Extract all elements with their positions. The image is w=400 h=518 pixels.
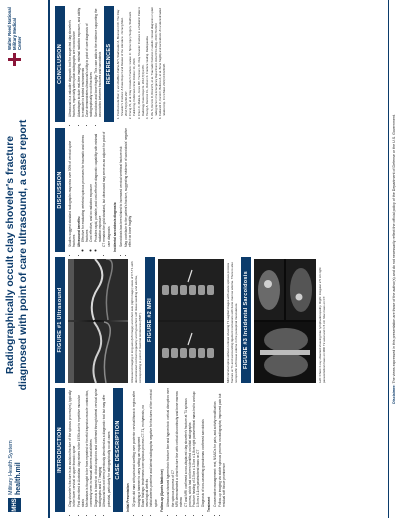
case-intro-list (132, 388, 158, 512)
list-item: ◦ Effective for evaluating vertebral spinous processes for traumatic and stress fractures (81, 128, 90, 242)
list-item: • First described in Australian clay miners in the 1930s due to repetitive muscular strain (77, 388, 86, 507)
reference-item: 3. Chien C, Mulla E, Jones MP, Thomsen JC. Clay Shoveler Fracture in a Pediatric Patient. Radiology Case Reports. 2012;7(3):e470. (138, 6, 145, 116)
reference-item: 6. Cattarelli C, Caroli F, Bellone A, et al. Bone fragility and sarcoidosis: An underestimated relationship. Front Med. 2023;10:1026028. (159, 6, 166, 116)
intro-list (68, 388, 111, 512)
list-item: • Exam findings: tenderness over spinous process C7-T1, ecchymosis, no neurological deficits (141, 388, 150, 507)
conclusion-heading: CONCLUSION (55, 6, 65, 122)
case-intro-label: Initial Presentation (125, 483, 130, 512)
list-item: ◦ Provides rapid, portable, and cost-effective diagnostic capability with minimal radiation exposure (94, 128, 103, 242)
list-item: • CT and MRI confirmed a non-displaced clay shoveler's fracture at T1 spinous process, which had not been identified on initial radiographs (184, 388, 193, 507)
ultrasound-image (68, 259, 128, 383)
list-item: • Ultrasound has not been previously described as a diagnostic tool but may offer potential, particularly for radiographically occult cases (102, 388, 111, 507)
list-item: • Mechanism is thought to be from repeated or forceful trapezius muscle contraction, commonly seen in manual laborers and athletes (85, 388, 94, 507)
list-item: • May contribute to the patient's fracture, suggesting evidence of sarcoidosis' negative effect on bone fragility (124, 128, 133, 247)
list-item: • Follow-up imaging via stable spinous process on radiographs; improved pain but residual soft tissue prominence (218, 388, 227, 507)
disclaimer-footer (388, 0, 400, 518)
incidental-list (119, 128, 132, 252)
reference-item: 2. Cheng JS, et al. Clay shoveler's fracture: review. In: Spine Injury Surgery. StatPearls Publishing. Published online October 16, 2024. (129, 6, 136, 116)
reference-item: 1. Posthuma de Boer J, van Wulfften Palthe AFY, Stadhouder A, Bloemers FW. The Clay Shoveler's Fracture: A Case Report and Review of the Literature. J Emerg Med. 2016;51(3):292-297. (117, 6, 128, 116)
case-treatment-label: Treatment (207, 496, 212, 512)
conclusion-list (68, 6, 102, 122)
list-item: • Sarcoidosis and bone fragility: This case adds to the evidence supporting the association between fractures and sarcoidosis (94, 6, 103, 117)
list-item: • MRI demonstrated a clear fracture line with cortical discontinuity and bone marrow edema (175, 388, 184, 507)
list-item: • Ultrasound is a valuable diagnostic tool for suspected clay shoveler's fractures, especially when plain radiographs are inconclusive (68, 6, 77, 117)
disclaimer-text: The views expressed in this presentation are those of the author(s) and do not necessarily reflect the official policy of the Department of Defense or the U.S. Government. (392, 114, 396, 384)
mri-image (158, 259, 224, 383)
discussion-heading: DISCUSSION (55, 128, 65, 252)
figure-sarcoidosis-heading: FIGURE #3 Incidental Sarcoidosis (241, 257, 251, 383)
sarcoidosis-images (254, 259, 316, 383)
figure-ultrasound-caption: Ultrasound imaging in long axis (left image) and short axis (right image) views of C7-T1 with demonstrated cortical irregularity and hypoechoic soft tissue swelling and edema, corresponding to point of maximal tenderness (PMT). (130, 261, 142, 383)
column-discussion (53, 128, 134, 252)
list-item: • Diagnosis of non-caseating granulomas confirmed sarcoidosis (201, 388, 205, 507)
list-item (77, 128, 103, 247)
mhs-url: health.mil (15, 462, 22, 495)
references-heading: REFERENCES (104, 6, 114, 122)
column-conclusion-references (53, 6, 168, 122)
poster-header (0, 0, 50, 518)
column-intro-case (53, 388, 228, 512)
list-item: • 32 year-old man with pain and swelling over posterior cervical/thoracic region after swinging a hammer to carry rafting oar equipment (132, 388, 141, 507)
list-item: • Fracture healing of 2.5cm x 1.5cm x 1.8cm right paravertebral mass led to workup: 1.5cm x 1.1cm paratracheal mass on CT (192, 388, 201, 507)
reference-item: 5. Wu S, Dennis D, Ricard S, et al. Traumatic fractures in adults: missed diagnosis on plain radiographs in the Emergency Department. Acta Ortho Belg. 2010;76:2023. (151, 6, 158, 116)
walter-reed-logo-text: Walter Reed National Military Medical Center (7, 7, 22, 50)
mhs-logo: MHS (8, 498, 21, 512)
poster-title: Radiographically occult clay shoveler's fracture diagnosed with point of care ultrasound, a case report (4, 119, 29, 391)
list-item: • CT remains the gold standard, but ultrasound may serve as an adjunct for point of care diagnosis (102, 128, 111, 247)
disclaimer-label: Disclaimer: (392, 384, 396, 404)
mhs-name: Military Health System (8, 440, 14, 495)
list-item: • Case demonstrates ultrasound's utility in point of care diagnosis of radiographically occult fractures (85, 6, 94, 117)
list-item: • Initial anterior-posterior and lateral radiographs negative for fractures of the cervical spine (149, 388, 158, 507)
discussion-benefits-label: Ultrasound benefits: (76, 216, 81, 247)
reference-item: 4. Yeung A, Ramirez CL, Robson K. Fracture healing. Radiopaedia. (146, 6, 150, 116)
case-treatment-list (213, 388, 226, 512)
list-item: • Sarcoidosis has been linked to increased cervical vertebral fracture risk (119, 128, 123, 247)
list-item: • Clay-shoveler's fracture is an avulsion fracture of the spinous process(es), typically in the lower cervical or upper thoracic spine (68, 388, 77, 507)
figure-mri-heading: FIGURE #2 MRI (145, 257, 155, 383)
walter-reed-cross-icon (8, 53, 21, 66)
list-item: • Conservative management: rest, NSAIDs for pain, and activity modification (213, 388, 217, 507)
discussion-list (68, 128, 111, 252)
list-item: • Advantages include real-time imaging, minimal radiation exposure, and ability to evaluate in limited environments (77, 6, 86, 117)
list-item: • Studies suggest standard radiographs may miss over 50% of cervical spine fractures (68, 128, 77, 247)
case-followup-list (166, 388, 205, 512)
figure-mri-caption: MRI cervical spine without contrast showing T1 sagittal images with acute spinous process fracture at T1 and surrounding ligament contusions with bone marrow edema. There is also nonspecific soft tissue edema in the paraspinal musculature. (226, 262, 238, 383)
list-item: ◦ Cost effective, and no radiation exposure (89, 128, 93, 242)
references-list (117, 6, 166, 122)
discussion-benefits-list (81, 128, 102, 247)
case-followup-label: Follow-up (Sports Medicine) (160, 469, 165, 512)
incidental-label: Incidental sarcoidosis diagnosis: (112, 201, 117, 252)
list-item: • Ultrasound showed hyperechoic fracture line and hypoechoic cortical disruption over the spinous process of C7 (166, 388, 175, 507)
column-figures (53, 257, 329, 383)
figure-ultrasound-heading: FIGURE #1 Ultrasound (55, 257, 65, 383)
list-item: • Diagnosis is based on clinical suspicion and confirmed through lateral cervical spine radiographs and CT imaging (94, 388, 103, 507)
intro-heading: INTRODUCTION (55, 388, 65, 512)
case-heading: CASE DESCRIPTION (113, 388, 123, 512)
figure-sarcoidosis-caption: Left: Chest X-ray obtained showing hilar lymphadenopathy. Right: Irregular 2.5 cm right paravertebral mass on MRI T2 axial and 1.5 cm hilar mass on CT. (318, 267, 326, 383)
